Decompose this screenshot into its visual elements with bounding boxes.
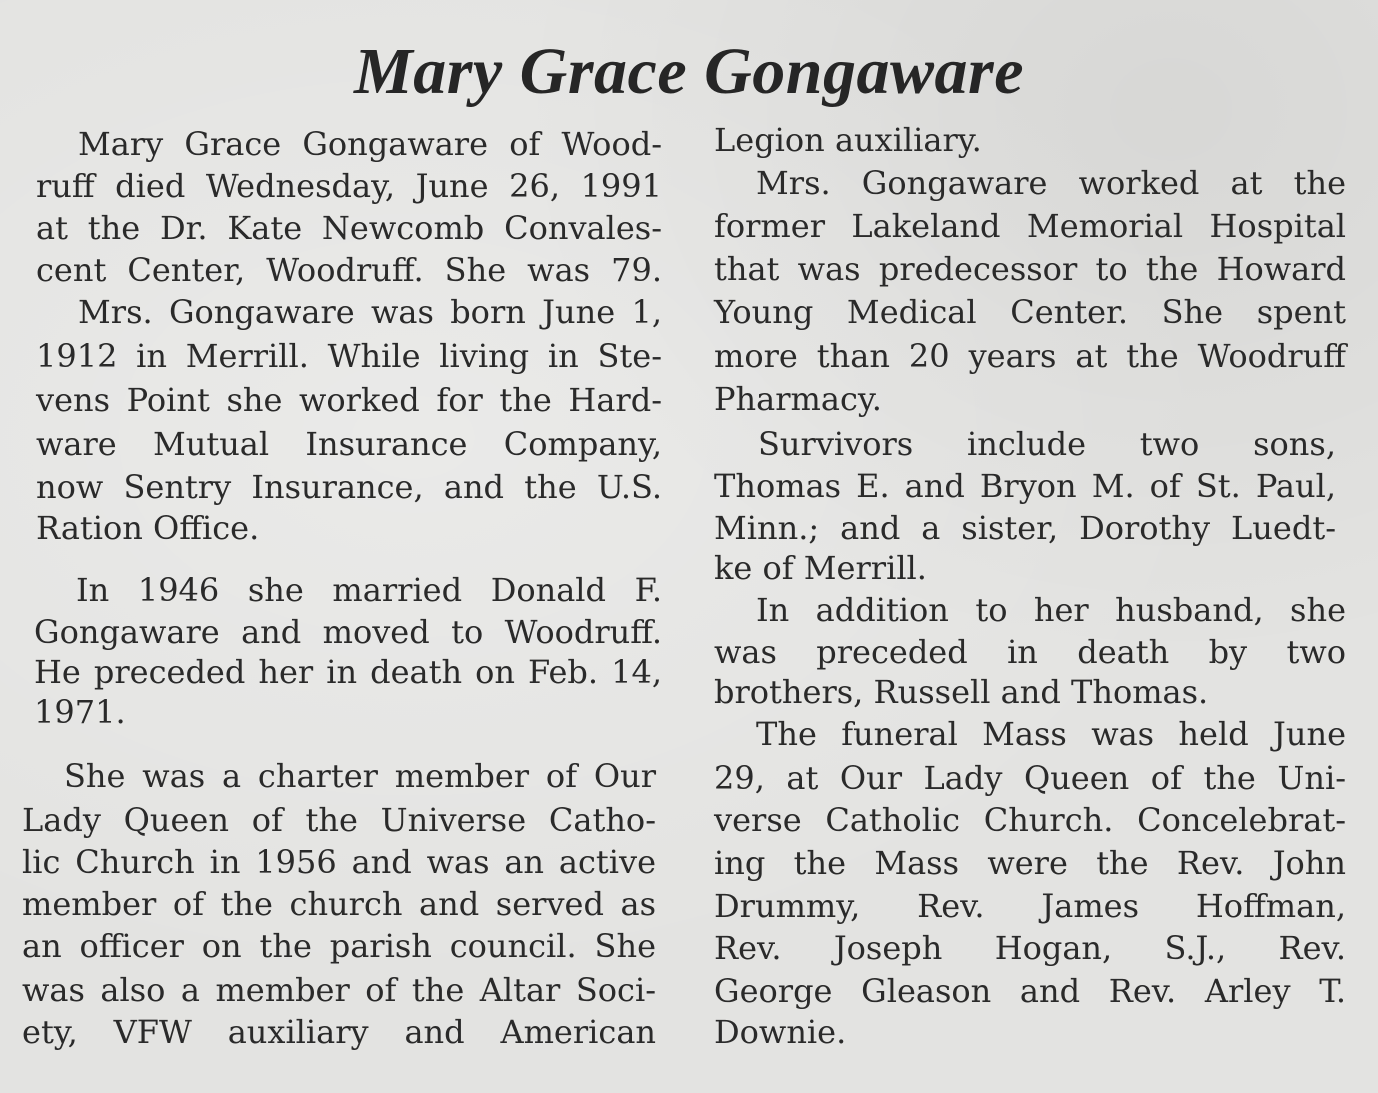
body-line: now Sentry Insurance, and the U.S. (36, 468, 662, 506)
body-line: former Lakeland Memorial Hospital (714, 207, 1346, 245)
body-line: In addition to her husband, she (756, 591, 1346, 629)
body-line: Lady Queen of the Universe Catho- (22, 801, 656, 839)
body-line: verse Catholic Church. Concelebrat- (714, 801, 1346, 839)
body-line: She was a charter member of Our (64, 757, 656, 795)
body-line: Gongaware and moved to Woodruff. (34, 613, 662, 651)
body-line: was preceded in death by two (714, 633, 1346, 671)
body-line: ruff died Wednesday, June 26, 1991 (36, 167, 662, 205)
body-line: ing the Mass were the Rev. John (714, 844, 1346, 882)
body-line: Rev. Joseph Hogan, S.J., Rev. (714, 929, 1346, 967)
body-line: 1971. (34, 693, 126, 731)
body-line: The funeral Mass was held June (756, 715, 1346, 753)
body-line: ety, VFW auxiliary and American (22, 1013, 656, 1051)
body-line: Minn.; and a sister, Dorothy Luedt- (714, 509, 1336, 547)
body-line: Young Medical Center. She spent (714, 293, 1346, 331)
body-line: Survivors include two sons, (758, 425, 1336, 463)
body-line: 29, at Our Lady Queen of the Uni- (714, 759, 1346, 797)
body-line: vens Point she worked for the Hard- (36, 381, 662, 419)
body-line: cent Center, Woodruff. She was 79. (36, 251, 662, 289)
body-line: more than 20 years at the Woodruff (714, 337, 1346, 375)
body-line: He preceded her in death on Feb. 14, (34, 653, 662, 691)
body-line: that was predecessor to the Howard (714, 250, 1346, 288)
body-line: George Gleason and Rev. Arley T. (714, 972, 1346, 1010)
body-line: Legion auxiliary. (714, 121, 982, 159)
body-line: In 1946 she married Donald F. (76, 571, 662, 609)
body-line: an officer on the parish council. She (22, 927, 656, 965)
body-line: Mrs. Gongaware worked at the (756, 164, 1346, 202)
body-line: Mrs. Gongaware was born June 1, (78, 293, 662, 331)
body-line: lic Church in 1956 and was an active (22, 843, 656, 881)
body-line: 1912 in Merrill. While living in Ste- (36, 337, 662, 375)
body-line: ke of Merrill. (714, 549, 927, 587)
obituary-headline: Mary Grace Gongaware (354, 35, 1024, 108)
body-line: member of the church and served as (22, 885, 656, 923)
body-line: was also a member of the Altar Soci- (22, 971, 656, 1009)
body-line: Downie. (714, 1013, 847, 1051)
body-line: brothers, Russell and Thomas. (714, 673, 1209, 711)
body-line: at the Dr. Kate Newcomb Convales- (36, 209, 662, 247)
body-line: Pharmacy. (714, 380, 882, 418)
body-line: Mary Grace Gongaware of Wood- (78, 125, 662, 163)
body-line: ware Mutual Insurance Company, (36, 425, 662, 463)
body-line: Drummy, Rev. James Hoffman, (714, 887, 1346, 925)
body-line: Ration Office. (36, 509, 260, 547)
body-line: Thomas E. and Bryon M. of St. Paul, (714, 467, 1336, 505)
